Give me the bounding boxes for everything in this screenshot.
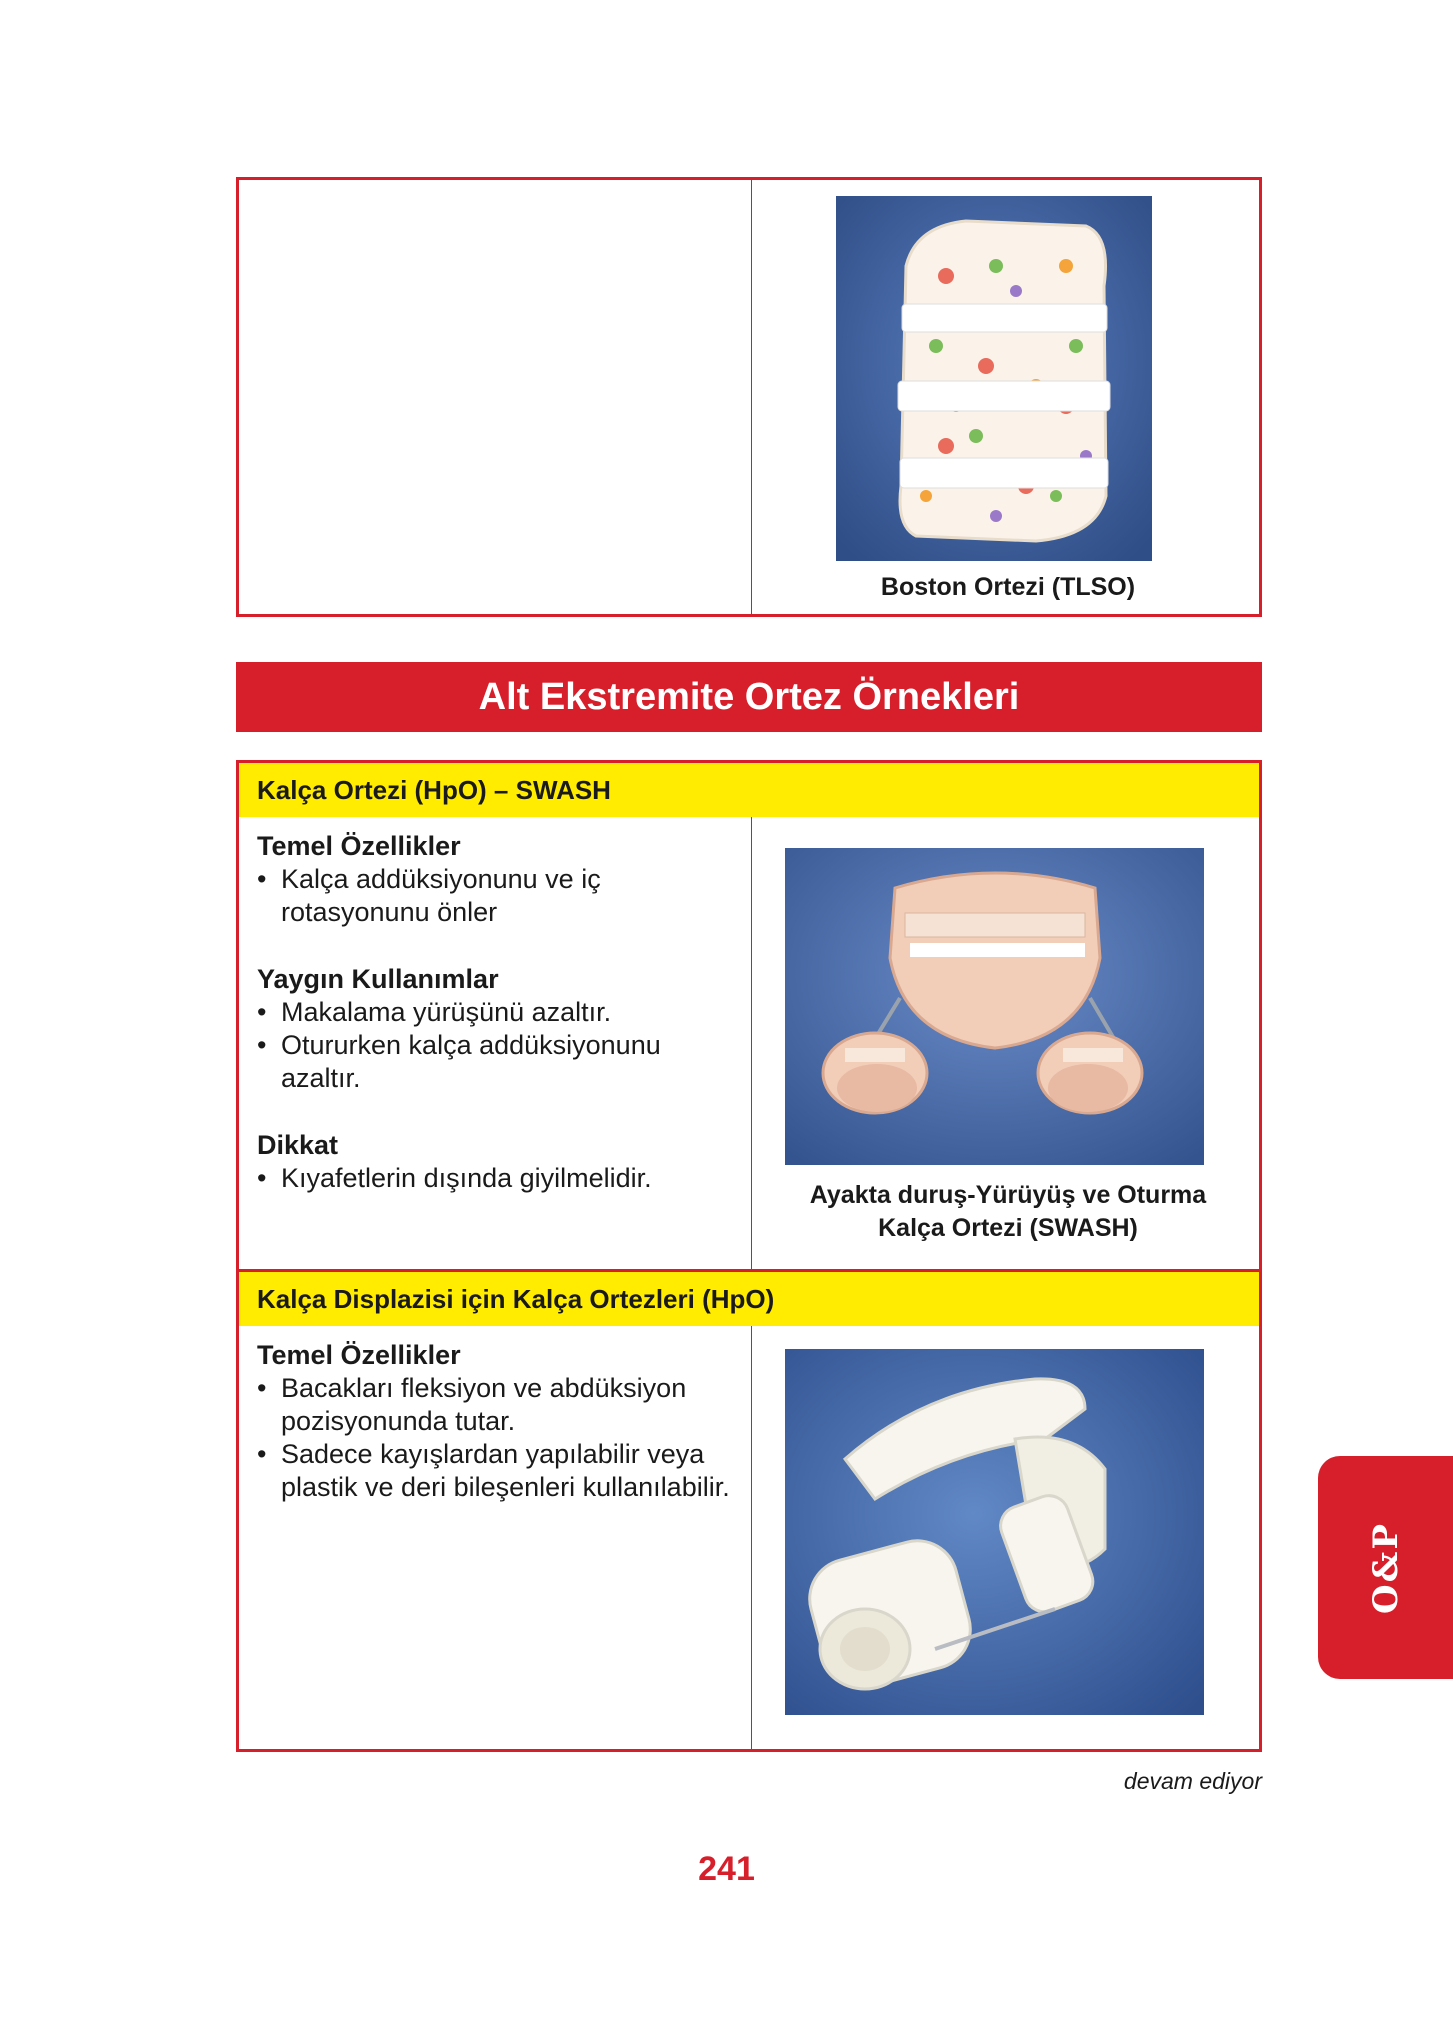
top-figure-box xyxy=(236,177,1262,617)
lower-extremity-table xyxy=(236,760,1262,1752)
boston-orthosis-caption: Boston Ortezi (TLSO) xyxy=(880,573,1136,601)
section-banner: Alt Ekstremite Ortez Örnekleri xyxy=(236,662,1262,732)
bullet-item: • Makalama yürüşünü azaltır. xyxy=(257,996,737,1029)
boston-orthosis-photo xyxy=(836,196,1152,561)
bullet-item: • Kalça addüksiyonunu ve iç rotasyonunu önler xyxy=(257,863,737,929)
side-section-tab xyxy=(1318,1456,1453,1679)
section-header-swash: Kalça Ortezi (HpO) – SWASH xyxy=(239,763,1259,817)
hip-dysplasia-orthosis-photo xyxy=(785,1349,1204,1715)
continued-note: devam ediyor xyxy=(1123,1768,1262,1794)
bullet-item: • Kıyafetlerin dışında giyilmelidir. xyxy=(257,1162,737,1195)
bullet-item: • Bacakları fleksiyon ve abdüksiyon pozisyonunda tutar. xyxy=(257,1372,737,1438)
swash-caption-line2: Kalça Ortezi (SWASH) xyxy=(878,1214,1138,1242)
group-heading: Dikkat xyxy=(257,1130,339,1160)
group-heading: Temel Özellikler xyxy=(257,1340,461,1370)
group-heading: Temel Özellikler xyxy=(257,831,461,861)
swash-orthosis-photo xyxy=(785,848,1204,1165)
column-divider xyxy=(751,180,752,614)
bullet-item: • Otururken kalça addüksiyonunu azaltır. xyxy=(257,1029,737,1095)
swash-text xyxy=(257,830,737,1229)
section-header-hip-dysplasia: Kalça Displazisi için Kalça Ortezleri (HpO) xyxy=(239,1272,1259,1326)
side-tab-label: O&P xyxy=(1365,1521,1406,1614)
hip-dysplasia-text xyxy=(257,1339,737,1538)
column-divider xyxy=(751,1326,752,1749)
bullet-item: • Sadece kayışlardan yapılabilir veya plastik ve deri bileşenleri kullanılabilir. xyxy=(257,1438,737,1504)
page-number: 241 xyxy=(698,1850,755,1888)
group-heading: Yaygın Kullanımlar xyxy=(257,964,499,994)
swash-caption-line1: Ayakta duruş-Yürüyüş ve Oturma xyxy=(809,1181,1207,1209)
